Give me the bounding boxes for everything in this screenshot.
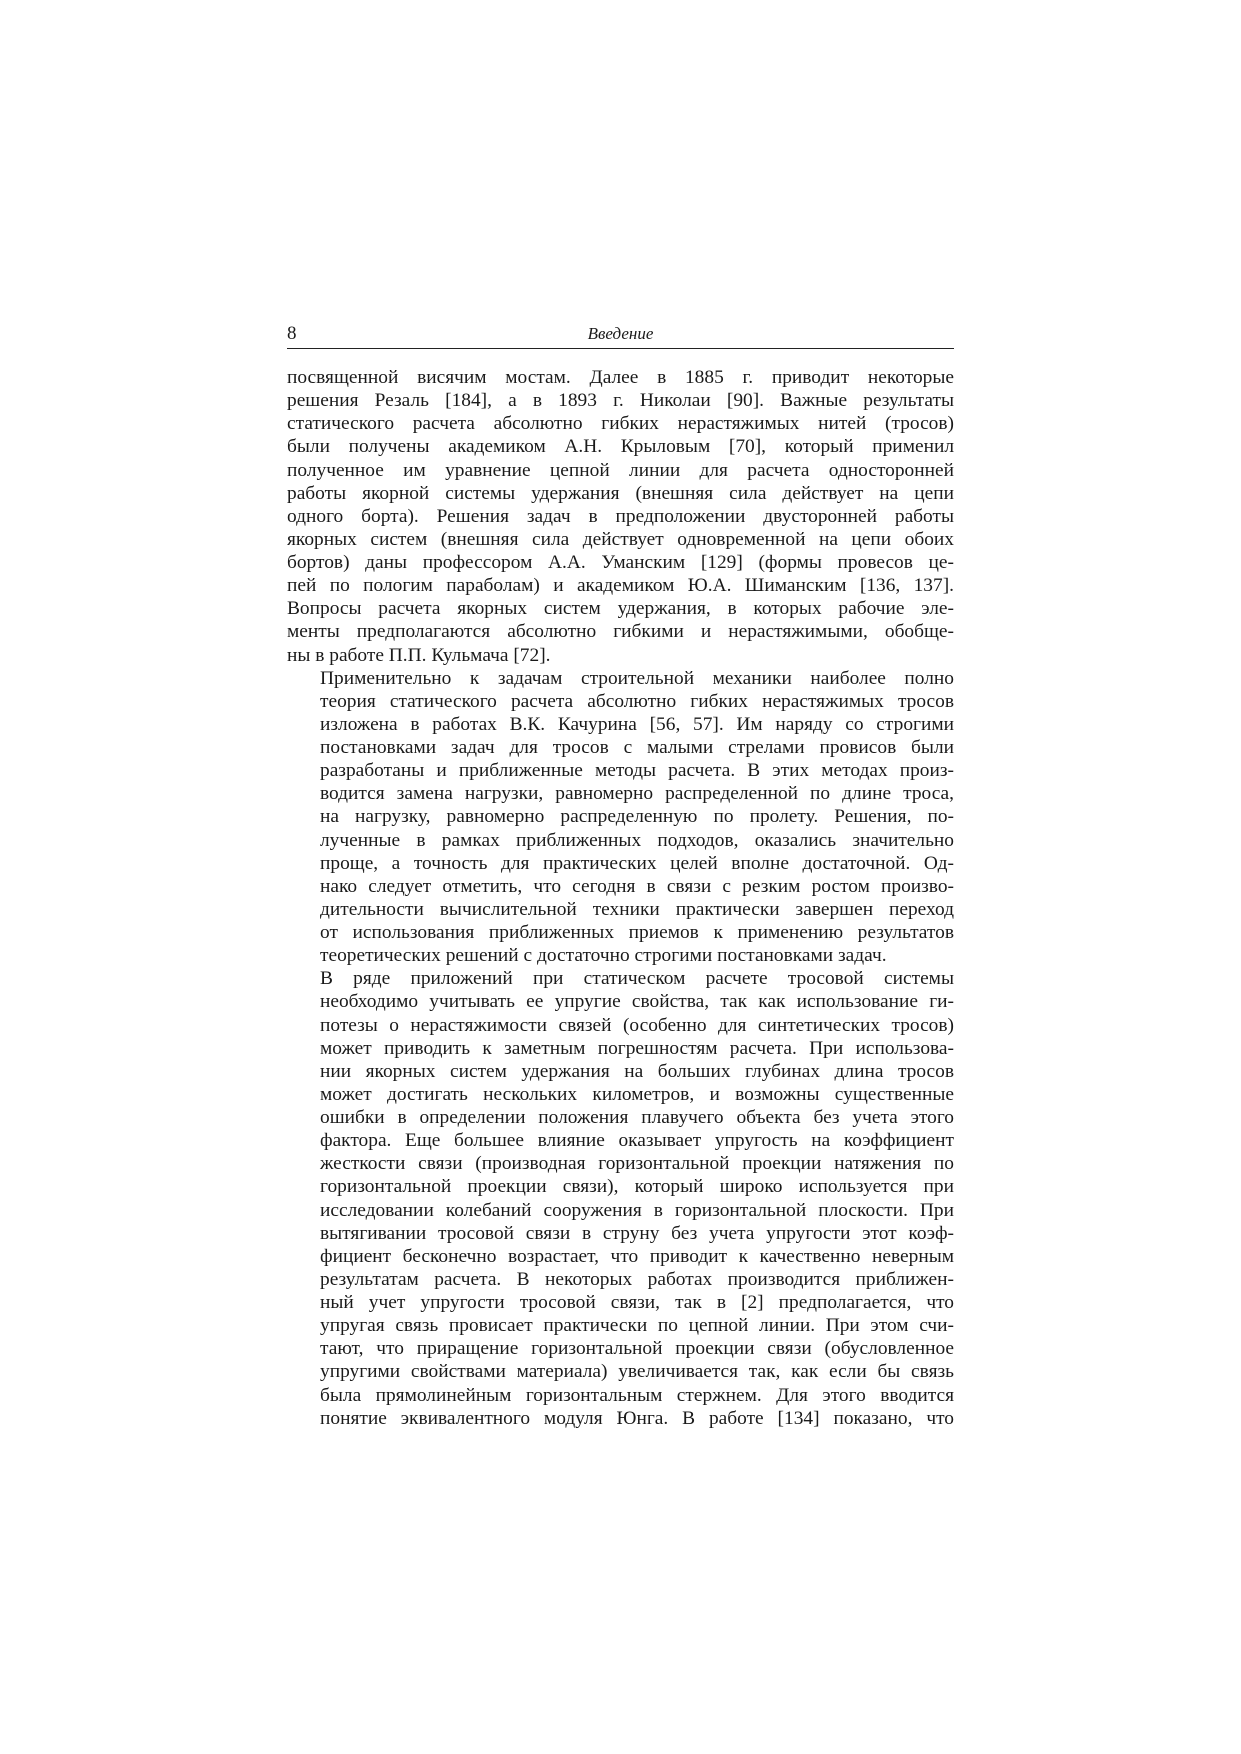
text-line: работы якорной системы удержания (внешняя сила действует на цепи: [287, 482, 954, 504]
text-line: нии якорных систем удержания на больших глубинах длина тросов: [320, 1060, 954, 1082]
page-number: 8: [287, 323, 297, 344]
text-line: нако следует отметить, что сегодня в связи с резким ростом произво-: [320, 875, 954, 897]
text-line: В ряде приложений при статическом расчете тросовой системы: [320, 968, 954, 990]
text-line: водится замена нагрузки, равномерно распределенной по длине троса,: [320, 783, 954, 805]
text-line: вытягивании тросовой связи в струну без учета упругости этот коэф-: [320, 1222, 954, 1244]
text-line: понятие эквивалентного модуля Юнга. В работе [134] показано, что: [320, 1407, 954, 1429]
paragraph-3: [287, 967, 954, 1430]
text-line: статического расчета абсолютно гибких нерастяжимых нитей (тросов): [287, 413, 954, 435]
text-line: фактора. Еще большее влияние оказывает упругость на коэффициент: [320, 1130, 954, 1152]
text-line: на нагрузку, равномерно распределенную по пролету. Решения, по-: [320, 806, 954, 828]
paragraph-2: [287, 667, 954, 968]
text-line: дительности вычислительной техники практически завершен переход: [320, 898, 954, 920]
text-line: ошибки в определении положения плавучего объекта без учета этого: [320, 1107, 954, 1128]
text-line: полученное им уравнение цепной линии для расчета односторонней: [287, 459, 954, 481]
text-line: были получены академиком А.Н. Крыловым [70], который применил: [287, 436, 954, 458]
text-line: якорных систем (внешняя сила действует одновременной на цепи обоих: [287, 528, 954, 550]
text-line: результатам расчета. В некоторых работах производится приближен-: [320, 1268, 954, 1290]
text-line: одного борта). Решения задач в предположении двусторонней работы: [287, 505, 954, 527]
page-header: [287, 322, 954, 349]
text-line: решения Резаль [184], а в 1893 г. Николаи [90]. Важные результаты: [287, 390, 954, 412]
text-line: может достигать нескольких километров, и возможны существенные: [320, 1083, 954, 1105]
text-line: Вопросы расчета якорных систем удержания, в которых рабочие эле-: [287, 598, 954, 620]
text-line: горизонтальной проекции связи), который широко используется при: [320, 1176, 954, 1198]
text-line: посвященной висячим мостам. Далее в 1885 г. приводит некоторые: [287, 367, 954, 388]
text-line: упругими свойствами материала) увеличивается так, как если бы связь: [320, 1361, 954, 1383]
body-text: [287, 366, 954, 1430]
paragraph-1: [287, 366, 954, 667]
text-line: теория статического расчета абсолютно гибких нерастяжимых тросов: [320, 690, 954, 712]
text-line: жесткости связи (производная горизонтальной проекции натяжения по: [320, 1153, 954, 1175]
text-line: была прямолинейным горизонтальным стержнем. Для этого вводится: [320, 1384, 954, 1406]
text-line: разработаны и приближенные методы расчета. В этих методах произ-: [320, 760, 954, 782]
text-line: теоретических решений с достаточно строгими постановками задач.: [320, 945, 887, 967]
text-line: исследовании колебаний сооружения в горизонтальной плоскости. При: [320, 1199, 954, 1221]
text-line: необходимо учитывать ее упругие свойства, так как использование ги-: [320, 991, 954, 1013]
text-line: проще, а точность для практических целей вполне достаточной. Од-: [320, 852, 954, 874]
text-line: ный учет упругости тросовой связи, так в [2] предполагается, что: [320, 1292, 954, 1313]
text-line: бортов) даны профессором А.А. Уманским [129] (формы провесов це-: [287, 552, 954, 573]
text-line: постановками задач для тросов с малыми стрелами провисов были: [320, 737, 954, 758]
text-line: потезы о нерастяжимости связей (особенно для синтетических тросов): [320, 1014, 954, 1036]
text-line: менты предполагаются абсолютно гибкими и нерастяжимыми, обобще-: [287, 621, 954, 643]
text-line: Применительно к задачам строительной механики наиболее полно: [320, 667, 954, 689]
text-line: тают, что приращение горизонтальной проекции связи (обусловленное: [320, 1338, 954, 1360]
running-title: Введение: [587, 324, 654, 343]
text-line: упругая связь провисает практически по цепной линии. При этом счи-: [320, 1315, 954, 1337]
text-line: лученные в рамках приближенных подходов, оказались значительно: [320, 829, 954, 851]
text-line: фициент бесконечно возрастает, что приводит к качественно неверным: [320, 1245, 954, 1267]
text-line: может приводить к заметным погрешностям расчета. При использова-: [320, 1037, 954, 1059]
text-line: пей по пологим параболам) и академиком Ю.А. Шиманским [136, 137].: [287, 575, 954, 597]
text-line: изложена в работах В.К. Качурина [56, 57]. Им наряду со строгими: [320, 713, 954, 735]
text-line: от использования приближенных приемов к применению результатов: [320, 922, 954, 943]
text-line: ны в работе П.П. Кульмача [72].: [287, 644, 551, 666]
